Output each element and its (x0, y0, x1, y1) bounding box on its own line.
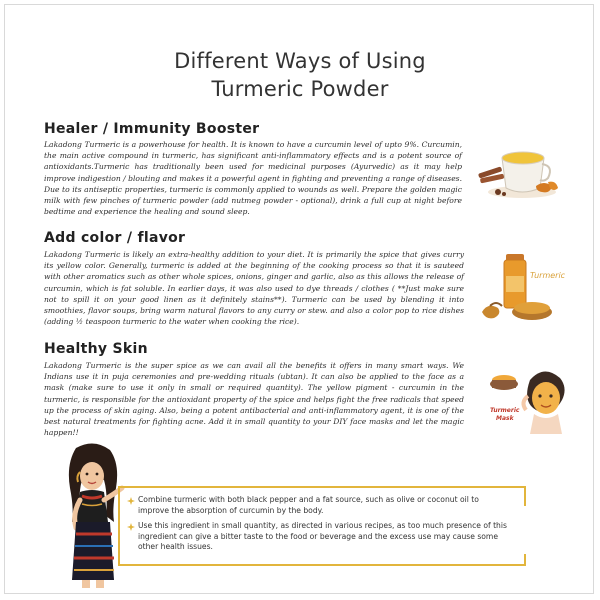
golden-milk-image (474, 140, 566, 202)
face-mask-image (484, 360, 574, 438)
heading-healthy-skin: Healthy Skin (44, 341, 148, 357)
page-title (0, 47, 600, 103)
mask-label-2: Mask (496, 415, 514, 422)
heading-color-flavor: Add color / flavor (44, 230, 186, 246)
tip-1: Combine turmeric with both black pepper and a fat source, such as olive or coconut oil to improve the absorption of curcumin by the body. (138, 495, 479, 515)
title-line-2: Turmeric Powder (211, 77, 389, 101)
tip-2: Use this ingredient in small quantity, as directed in various recipes, as too much presence of this ingredient can give a bitter taste to the food or beverage and the excess use may cause some other health issues. (138, 521, 507, 552)
body-healer: Lakadong Turmeric is a powerhouse for health. It is known to have a curcumin level of upto 9%. Curcumin, the main active compound in turmeric, has significant anti-inflammatory effects and is a potent source of antioxidants.Turmeric has traditionally been used for medicinal purposes (Ayurvedic) as it may help improve indigestion / blouting and makes it a powerful agent in fighting and preventing a range of diseases. Due to its antiseptic properties, turmeric is commonly applied to wounds as well. Prepare the golden magic milk with few pinches of turmeric powder (add nutmeg powder - optional), drink a full cup at night before bedtime and experience the healing and sound sleep. (44, 140, 462, 217)
tip-bullet-icon (127, 523, 135, 531)
body-healthy-skin: Lakadong Turmeric is the super spice as we can avail all the benefits it offers in many smart ways. We Indians use it in puja ceremonies and pre-wedding rituals (ubtan). It can also be applied to the face as a mask (make sure to use it only in small or required quantity). The yellow pigment - curcumin in the turmeric, is responsible for the antioxidant property of the spice and helps fight the free radicals that speed up the process of skin aging. Also, being a potent antibacterial and anti-inflammatory agent, it is one of the best natural treatments for fighting acne. Add it in small quantity to your DIY face masks and let the magic happen!! (44, 361, 464, 438)
heading-healer: Healer / Immunity Booster (44, 121, 260, 137)
turmeric-jar-image (476, 250, 566, 324)
body-color-flavor: Lakadong Turmeric is likely an extra-healthy addition to your diet. It is primarily the spice that gives curry its yellow color. Generally, turmeric is added at the beginning of the cooking process so that it is sauteed with other aromatics such as other whole spices, onions, ginger and garlic, also as this allows the release of curcumin, which is fat soluble. In earlier days, it was also used to dye threads / clothes ( **Just make sure not to spill it on your good linen as it definitely stains**). Turmeric can be used by blending it into smoothies, flavor soups, bring warm natural flavors to any curry or stew. and also a color pop to rice dishes (adding ½ teaspoon turmeric to the water when cooking the rice). (44, 250, 464, 327)
title-line-1: Different Ways of Using (174, 49, 426, 73)
mask-label-1: Turmeric (490, 407, 520, 414)
tip-bullet-icon (127, 497, 135, 505)
jar-label: Turmeric (530, 271, 566, 280)
